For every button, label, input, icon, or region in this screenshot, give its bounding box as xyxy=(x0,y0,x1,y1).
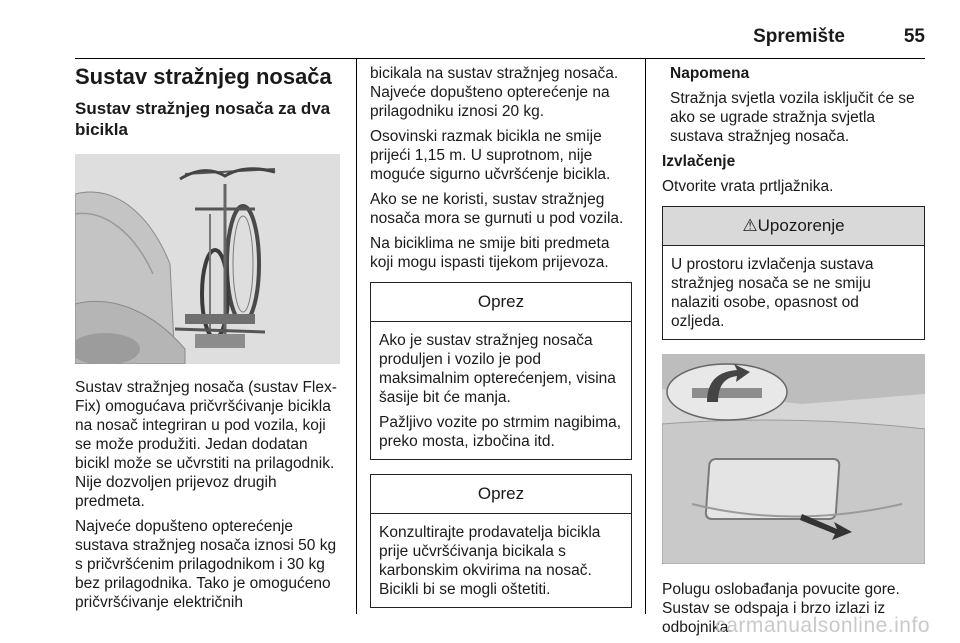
paragraph: Otvorite vrata prtljažnika. xyxy=(662,178,834,195)
caution-title: Oprez xyxy=(371,283,631,322)
section-heading: Sustav stražnjeg nosača xyxy=(75,64,332,89)
column-divider xyxy=(645,58,646,614)
section-title: Spremište xyxy=(753,26,845,47)
middle-column xyxy=(370,64,632,622)
warning-text: U prostoru izvlačenja sustava stražnjeg nosača se ne smiju nalaziti osobe, opasnost od ozljeda. xyxy=(671,256,874,330)
left-column xyxy=(75,64,340,618)
page-number: 55 xyxy=(903,26,925,47)
caption: Polugu oslobađanja povucite gore. Sustav se odspaja i brzo izlazi iz odbojnika. xyxy=(662,581,900,636)
paragraph: bicikala na sustav stražnjeg nosača. Najveće dopušteno opterećenje na prilagodniku iznosi 20 kg. xyxy=(370,65,619,120)
caution-box xyxy=(370,474,632,608)
paragraph: Ako se ne koristi, sustav stražnjeg nosača mora se gurnuti u pod vozila. xyxy=(370,191,624,227)
paragraph: Na biciklima ne smije biti predmeta koji mogu ispasti tijekom prijevoza. xyxy=(370,235,610,271)
caution-box xyxy=(370,282,632,460)
release-lever-illustration xyxy=(662,354,925,564)
caution-text: Ako je sustav stražnjeg nosača produljen i vozilo je pod maksimalnim opterećenjem, visina šasije bit će manja. xyxy=(379,332,616,406)
note-title: Napomena xyxy=(670,65,750,82)
bike-carrier-illustration xyxy=(75,154,340,364)
caution-text: Pažljivo vozite po strmim nagibima, preko mosta, izbočina itd. xyxy=(379,414,622,450)
note-text: Stražnja svjetla vozila isključit će se ako se ugrade stražnja svjetla sustava stražnjeg nosača. xyxy=(670,90,915,145)
warning-box xyxy=(662,206,925,340)
page-header xyxy=(75,22,925,59)
column-divider xyxy=(356,58,357,614)
right-column xyxy=(662,64,925,643)
paragraph: Najveće dopušteno opterećenje sustava stražnjeg nosača iznosi 50 kg s pričvršćenim prilagodnikom i 30 kg bez prilagodnika. Tako je omogućeno pričvršćivanje električnih xyxy=(75,518,337,611)
watermark: carmanualsonline.info xyxy=(715,614,930,637)
caution-text: Konzultirajte prodavatelja bicikla prije učvršćivanja bicikala s karbonskim okvirima na nosač. Bicikli bi se mogli oštetiti. xyxy=(379,524,601,598)
paragraph: Sustav stražnjeg nosača (sustav Flex-Fix) omogućava pričvršćivanje bicikla na nosač integriran u pod vozila, koji se može produžiti. Jedan dodatan bicikl može se učvrstiti na prilagodnik. Nije dozvoljen prijevoz drugih predmeta. xyxy=(75,379,337,510)
warning-title: Upozorenje xyxy=(757,216,845,235)
paragraph: Osovinski razmak bicikla ne smije prijeći 1,15 m. U suprotnom, nije moguće sigurno učvršćenje bicikla. xyxy=(370,128,611,183)
subsection-heading: Sustav stražnjeg nosača za dva bicikla xyxy=(75,99,331,139)
subsection-heading: Izvlačenje xyxy=(662,153,736,170)
caution-title: Oprez xyxy=(371,475,631,514)
warning-icon: ⚠ xyxy=(742,216,758,235)
